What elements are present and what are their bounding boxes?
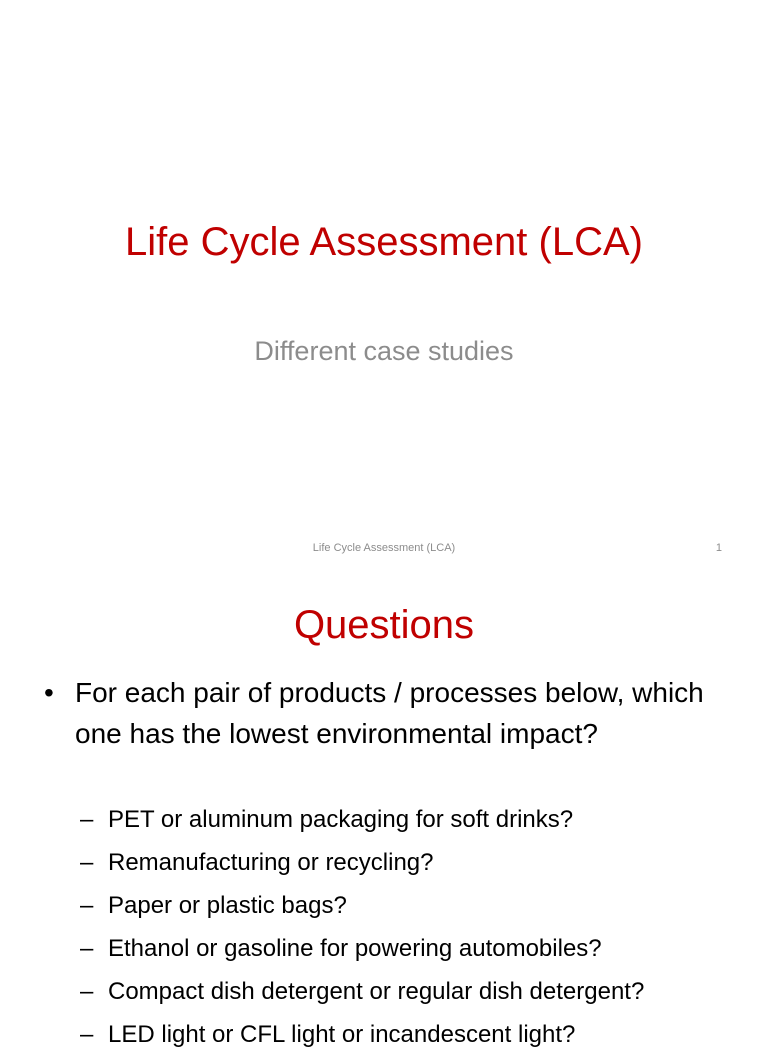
dash-icon: – <box>80 1021 94 1048</box>
sub-bullet-item <box>80 798 760 841</box>
sub-bullet-item <box>80 1013 760 1056</box>
slide-title: Life Cycle Assessment (LCA) <box>125 220 643 264</box>
main-bullet-text: For each pair of products / processes below, which one has the lowest environmental impact? <box>75 677 704 749</box>
sub-bullet-list <box>80 798 760 1056</box>
sub-bullet-text: PET or aluminum packaging for soft drinks? <box>108 806 574 833</box>
slide-subtitle: Different case studies <box>254 336 514 366</box>
slide-number: 1 <box>715 542 722 554</box>
dash-icon: – <box>80 935 94 962</box>
dash-icon: – <box>80 978 94 1005</box>
sub-bullet-text: LED light or CFL light or incandescent light? <box>108 1021 576 1048</box>
dash-icon: – <box>80 806 94 833</box>
sub-bullet-item <box>80 884 760 927</box>
dash-icon: – <box>80 892 94 919</box>
sub-bullet-item <box>80 841 760 884</box>
bullet-icon: • <box>44 677 54 708</box>
sub-bullet-item <box>80 927 760 970</box>
slide-2 <box>0 576 768 1048</box>
sub-bullet-text: Paper or plastic bags? <box>108 892 347 919</box>
questions-title: Questions <box>293 603 475 647</box>
sub-bullet-text: Compact dish detergent or regular dish detergent? <box>108 978 645 1005</box>
dash-icon: – <box>80 849 94 876</box>
sub-bullet-text: Ethanol or gasoline for powering automobiles? <box>108 935 602 962</box>
slide-footer: Life Cycle Assessment (LCA) <box>312 542 456 554</box>
sub-bullet-text: Remanufacturing or recycling? <box>108 849 434 876</box>
sub-bullet-item <box>80 970 760 1013</box>
